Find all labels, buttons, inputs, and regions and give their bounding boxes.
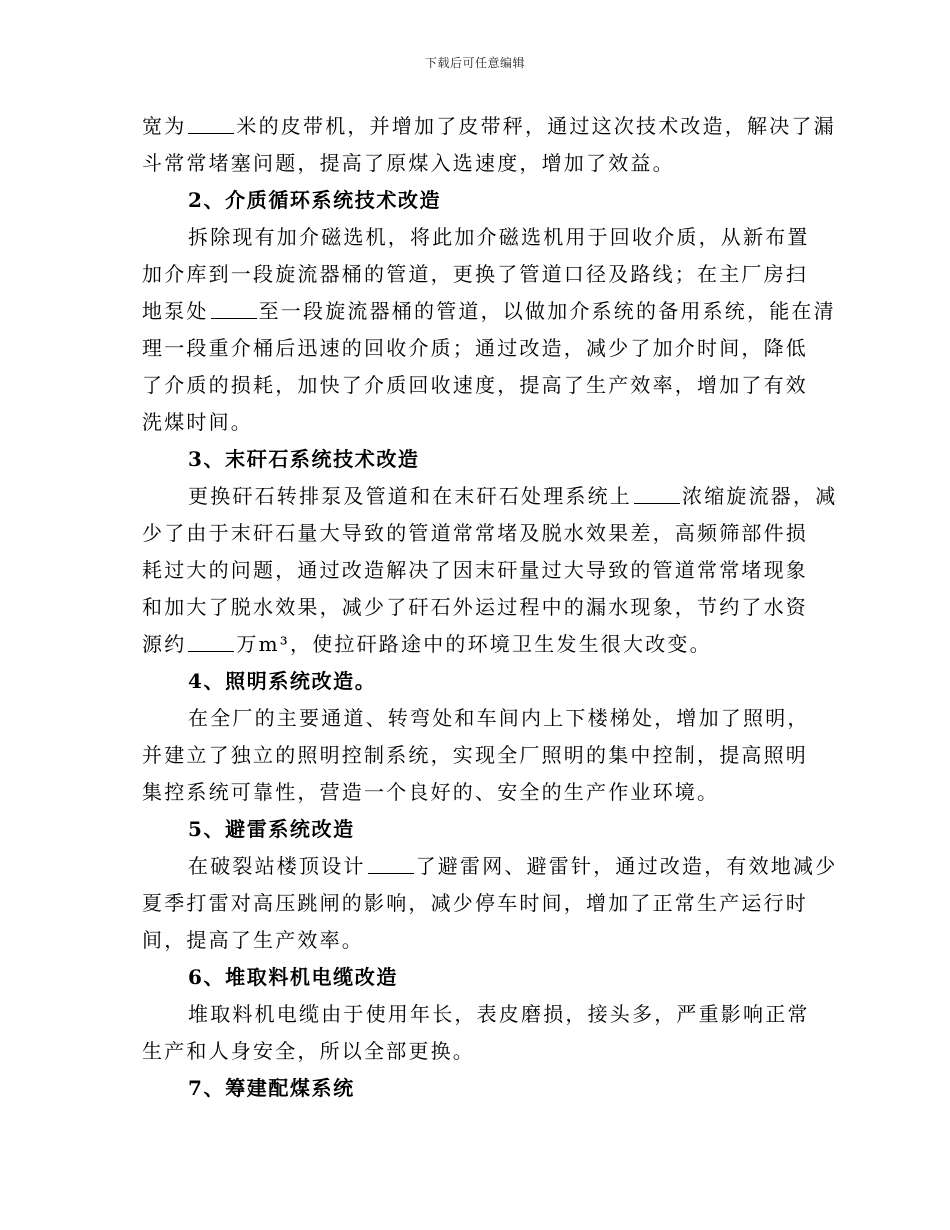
page-header-note: 下载后可任意编辑 bbox=[424, 56, 525, 70]
text-segment: 在破裂站楼顶设计 bbox=[188, 854, 366, 878]
section-6-line-1: 堆取料机电缆由于使用年长，表皮磨损，接头多，严重影响正常 bbox=[188, 1002, 810, 1026]
text-segment: 更换矸石转排泵及管道和在末矸石处理系统上 bbox=[188, 484, 632, 508]
section-4-line-3: 集控系统可靠性，营造一个良好的、安全的生产作业环境。 bbox=[142, 780, 720, 804]
section-2-line-2: 加介库到一段旋流器桶的管道，更换了管道口径及路线；在主厂房扫 bbox=[142, 262, 808, 286]
blank-underline bbox=[634, 485, 680, 504]
blank-underline bbox=[188, 115, 234, 134]
section-2-line-5: 了介质的损耗，加快了介质回收速度，提高了生产效率，增加了有效 bbox=[142, 373, 808, 397]
section-3-heading: 3、末矸石系统技术改造 bbox=[188, 447, 420, 471]
text-segment: 地泵处 bbox=[142, 299, 209, 323]
text-segment: 浓缩旋流器，减 bbox=[682, 484, 838, 508]
section-5-line-3: 间，提高了生产效率。 bbox=[142, 928, 364, 952]
section-3-line-1 bbox=[142, 478, 838, 515]
section-2-heading: 2、介质循环系统技术改造 bbox=[188, 188, 442, 212]
section-4-line-2: 并建立了独立的照明控制系统，实现全厂照明的集中控制，提高照明 bbox=[142, 743, 808, 767]
section-4-line-1: 在全厂的主要通道、转弯处和车间内上下楼梯处，增加了照明， bbox=[188, 706, 810, 730]
text-segment: 宽为 bbox=[142, 114, 187, 138]
intro-line-2: 斗常常堵塞问题，提高了原煤入选速度，增加了效益。 bbox=[142, 151, 675, 175]
text-segment: 了避雷网、避雷针，通过改造，有效地减少 bbox=[415, 854, 838, 878]
text-segment: 万m³，使拉矸路途中的环境卫生发生很大改变。 bbox=[236, 632, 712, 656]
blank-underline bbox=[211, 300, 257, 319]
intro-line-1 bbox=[142, 108, 836, 145]
blank-underline bbox=[368, 855, 414, 874]
section-6-heading: 6、堆取料机电缆改造 bbox=[188, 965, 398, 989]
section-3-line-3: 耗过大的问题，通过改造解决了因末矸量过大导致的管道常常堵现象 bbox=[142, 558, 808, 582]
section-2-line-4: 理一段重介桶后迅速的回收介质；通过改造，减少了加介时间，降低 bbox=[142, 336, 808, 360]
text-segment: 至一段旋流器桶的管道，以做加介系统的备用系统，能在清 bbox=[258, 299, 836, 323]
text-segment: 米的皮带机，并增加了皮带秤，通过这次技术改造，解决了漏 bbox=[236, 114, 836, 138]
blank-underline bbox=[188, 633, 234, 652]
section-3-line-4: 和加大了脱水效果，减少了矸石外运过程中的漏水现象，节约了水资 bbox=[142, 595, 808, 619]
section-5-line-1 bbox=[142, 848, 838, 885]
document-body bbox=[142, 108, 838, 1107]
section-4-heading: 4、照明系统改造。 bbox=[188, 669, 377, 693]
section-2-line-1: 拆除现有加介磁选机，将此加介磁选机用于回收介质，从新布置 bbox=[188, 225, 810, 249]
section-2-line-3 bbox=[142, 293, 836, 330]
section-6-line-2: 生产和人身安全，所以全部更换。 bbox=[142, 1039, 475, 1063]
section-7-heading: 7、筹建配煤系统 bbox=[188, 1076, 355, 1100]
section-5-line-2: 夏季打雷对高压跳闸的影响，减少停车时间，增加了正常生产运行时 bbox=[142, 891, 808, 915]
text-segment: 源约 bbox=[142, 632, 187, 656]
section-3-line-2: 少了由于末矸石量大导致的管道常常堵及脱水效果差，高频筛部件损 bbox=[142, 521, 808, 545]
section-3-line-5 bbox=[142, 626, 810, 663]
section-5-heading: 5、避雷系统改造 bbox=[188, 817, 355, 841]
section-2-line-6: 洗煤时间。 bbox=[142, 410, 253, 434]
